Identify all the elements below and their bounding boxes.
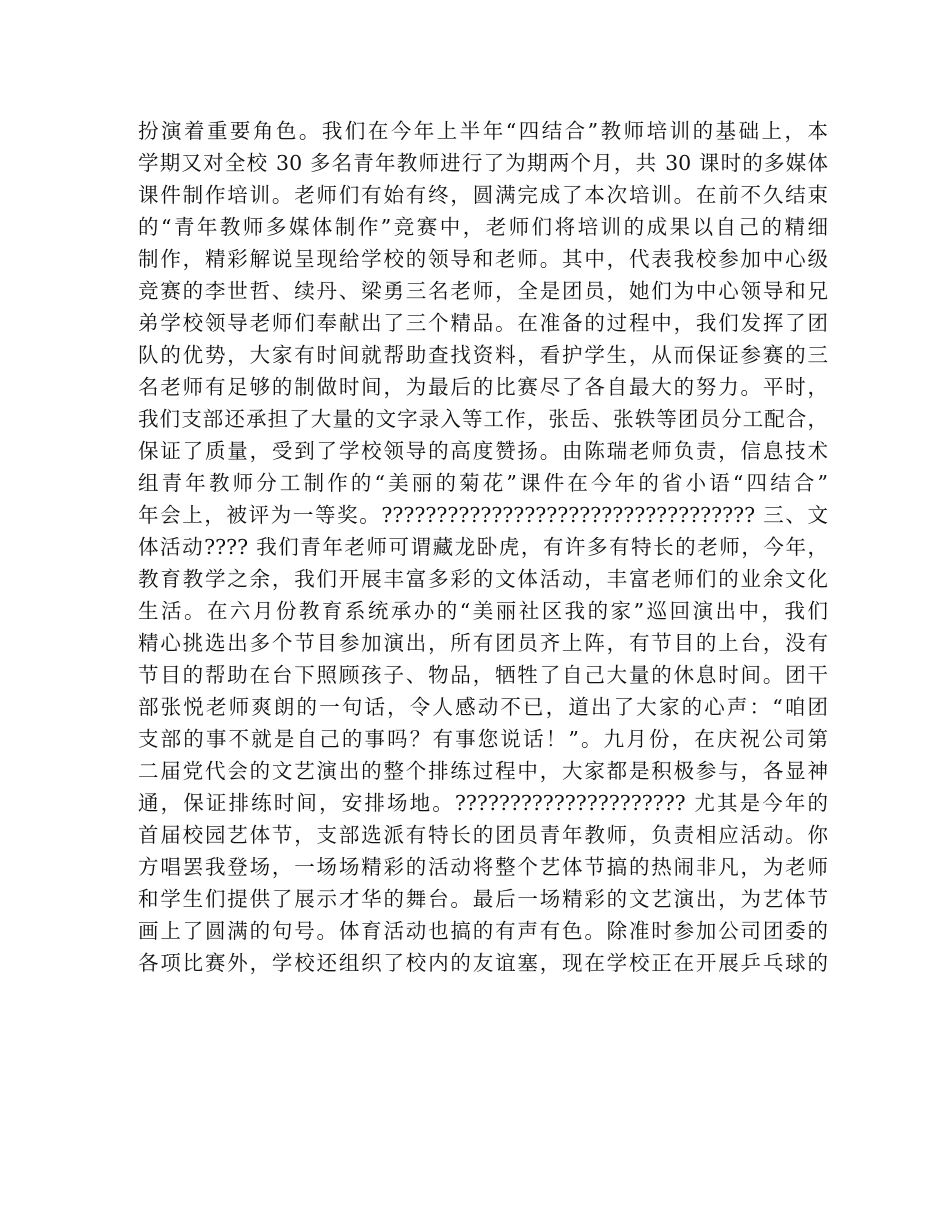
text-line: 扮演着重要角色。我们在今年上半年“四结合”教师培训的基础上，本	[138, 119, 828, 143]
text-line: 精心挑选出多个节目参加演出，所有团员齐上阵，有节目的上台，没有	[138, 631, 828, 655]
text-line: 支部的事不就是自己的事吗？有事您说话！”。九月份，在庆祝公司第	[138, 727, 828, 751]
text-line: 年会上，被评为一等奖。?????????????????????????????????? 三、文	[138, 503, 828, 527]
text-line: 竞赛的李世哲、续丹、梁勇三名老师，全是团员，她们为中心领导和兄	[138, 279, 828, 303]
text-line: 组青年教师分工制作的“美丽的菊花”课件在今年的省小语“四结合”	[138, 471, 828, 495]
text-line: 的“青年教师多媒体制作”竞赛中，老师们将培训的成果以自己的精细	[138, 215, 828, 239]
text-line: 制作，精彩解说呈现给学校的领导和老师。其中，代表我校参加中心级	[138, 247, 828, 271]
text-line: 队的优势，大家有时间就帮助查找资料，看护学生，从而保证参赛的三	[138, 343, 828, 367]
text-line: 方唱罢我登场，一场场精彩的活动将整个艺体节搞的热闹非凡，为老师	[138, 855, 828, 879]
body-paragraph	[138, 115, 828, 979]
text-line: 学期又对全校 30 多名青年教师进行了为期两个月，共 30 课时的多媒体	[138, 151, 828, 175]
text-line: 弟学校领导老师们奉献出了三个精品。在准备的过程中，我们发挥了团	[138, 311, 828, 335]
text-line: 名老师有足够的制做时间，为最后的比赛尽了各自最大的努力。平时，	[138, 375, 828, 399]
text-line: 节目的帮助在台下照顾孩子、物品，牺牲了自己大量的休息时间。团干	[138, 663, 828, 687]
text-line: 部张悦老师爽朗的一句话，令人感动不已，道出了大家的心声：“咱团	[138, 695, 828, 719]
text-line: 首届校园艺体节，支部选派有特长的团员青年教师，负责相应活动。你	[138, 823, 828, 847]
text-line: 体活动???? 我们青年老师可谓藏龙卧虎，有许多有特长的老师，今年，	[138, 535, 828, 559]
text-line: 各项比赛外，学校还组织了校内的友谊塞，现在学校正在开展乒乓球的	[138, 951, 828, 975]
text-line: 保证了质量，受到了学校领导的高度赞扬。由陈瑞老师负责，信息技术	[138, 439, 828, 463]
text-line: 教育教学之余，我们开展丰富多彩的文体活动，丰富老师们的业余文化	[138, 567, 828, 591]
text-line: 和学生们提供了展示才华的舞台。最后一场精彩的文艺演出，为艺体节	[138, 887, 828, 911]
text-line: 生活。在六月份教育系统承办的“美丽社区我的家”巡回演出中，我们	[138, 599, 828, 623]
text-line: 课件制作培训。老师们有始有终，圆满完成了本次培训。在前不久结束	[138, 183, 828, 207]
text-line: 二届党代会的文艺演出的整个排练过程中，大家都是积极参与，各显神	[138, 759, 828, 783]
text-line: 我们支部还承担了大量的文字录入等工作，张岳、张轶等团员分工配合，	[138, 407, 828, 431]
text-line: 通，保证排练时间，安排场地。????????????????????? 尤其是今年的	[138, 791, 828, 815]
text-line: 画上了圆满的句号。体育活动也搞的有声有色。除准时参加公司团委的	[138, 919, 828, 943]
